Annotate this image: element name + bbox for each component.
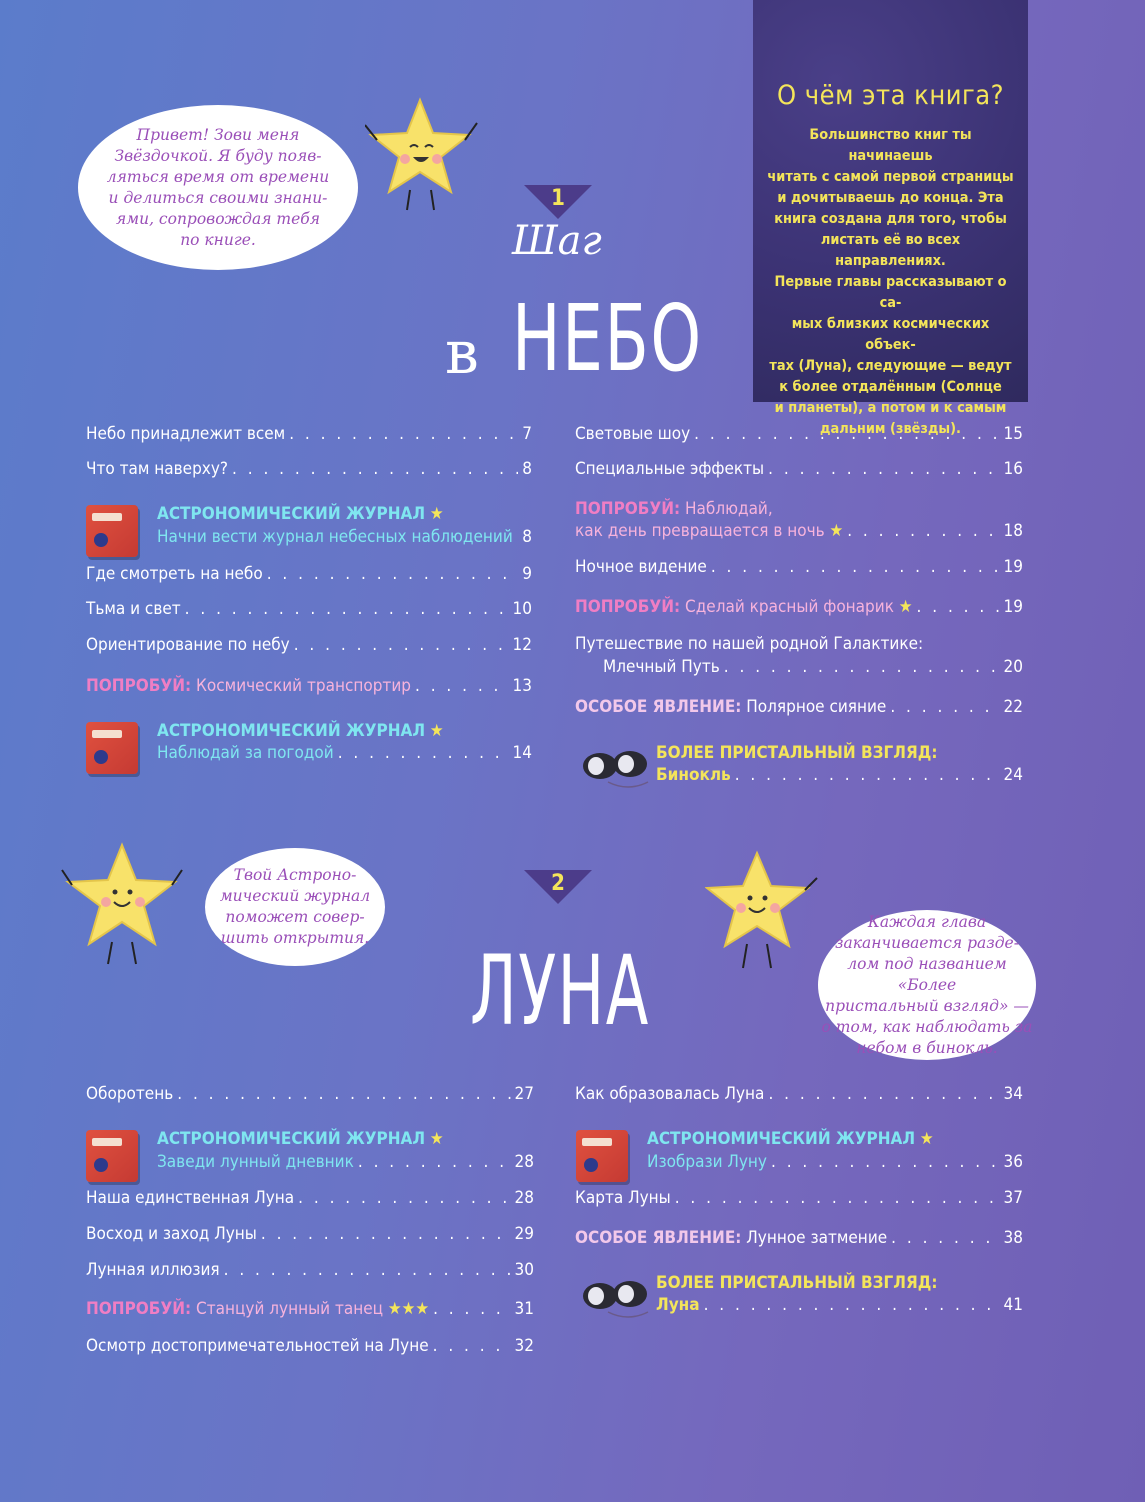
toc-leader [294,634,509,656]
journal-speech-bubble [205,848,385,966]
toc-entry-title: Как образовалась Луна [575,1084,765,1104]
toc-entry[interactable] [157,526,532,548]
intro-speech-bubble [78,105,358,270]
toc-leader [433,1298,510,1320]
toc-leader [185,598,509,620]
journal-label: АСТРОНОМИЧЕСКИЙ ЖУРНАЛ [157,504,426,524]
toc-entry-title: Где смотреть на небо [86,564,263,584]
bubble-line: пристальный взгляд» — [825,996,1029,1015]
toc-entry-title: Млечный Путь [603,657,720,677]
toc-entry-page: 36 [1003,1152,1023,1172]
toc-entry-title: Космический транспортир [196,676,411,696]
about-line: книга создана для того, чтобы [774,211,1007,227]
about-line: к более отдалённым (Солнце [779,379,1002,395]
toc-leader [224,1259,511,1281]
toc-leader [771,1151,1000,1173]
toc-entry-title: Специальные эффекты [575,459,765,479]
toc-journal-label [157,720,532,742]
star-icon: ★ [919,1129,934,1149]
star-icon: ★ [829,521,844,541]
toc-entry-title: Ориентирование по небу [86,635,290,655]
star-character-icon [705,848,820,973]
toc-leader [338,742,509,764]
toc-journal-label [157,503,532,525]
toc-entry-page: 15 [1003,424,1023,444]
toc-entry-page: 29 [514,1224,534,1244]
journal-book-icon [86,505,138,557]
star-icon: ★ [415,1299,430,1319]
toc-entry-title: Небо принадлежит всем [86,424,286,444]
about-line: мых близких космических объек- [791,316,990,353]
toc-entry-page: 19 [1003,597,1023,617]
toc-leader [724,656,1000,678]
toc-entry-page: 8 [522,527,532,547]
toc-entry-title: Карта Луны [575,1188,671,1208]
special-label: ОСОБОЕ ЯВЛЕНИЕ: [575,697,742,717]
bubble-line: Твой Астроно- [233,866,357,884]
star-icon: ★ [429,1129,444,1149]
toc-leader [298,1187,510,1209]
toc-entry[interactable] [575,423,1023,445]
bubble-line: заканчивается разде- [835,933,1019,952]
toc-closer-label [656,742,1023,764]
toc-leader [891,1227,999,1249]
toc-entry-page: 27 [514,1084,534,1104]
about-line: тах (Луна), следующие — ведут [769,358,1012,374]
toc-entry-page: 9 [522,564,532,584]
bubble-line: и делиться своими знани- [108,188,328,207]
toc-entry-title: Наблюдай, [685,499,773,519]
toc-leader [415,675,509,697]
bubble-line: Звёздочкой. Я буду появ- [114,146,322,165]
star-character-icon [365,95,480,215]
toc-entry-page: 24 [1003,765,1023,785]
toc-entry[interactable] [86,675,532,697]
star-icon: ★ [429,504,444,524]
special-label: ОСОБОЕ ЯВЛЕНИЕ: [575,1228,742,1248]
toc-entry-title: Тьма и свет [86,599,181,619]
toc-entry-title: Лунное затмение [746,1228,888,1248]
toc-entry[interactable] [86,423,532,445]
toc-entry-page: 37 [1003,1188,1023,1208]
star-icon: ★ [429,721,444,741]
toc-entry-page: 38 [1003,1228,1023,1248]
toc-entry-page: 12 [512,635,532,655]
toc-journal-label [157,1128,534,1150]
toc-leader [675,1187,1000,1209]
toc-entry[interactable] [86,458,532,480]
bubble-line: о том, как наблюдать за [821,1017,1033,1036]
toc-entry[interactable] [157,742,532,764]
toc-leader [261,1223,511,1245]
toc-entry-title: Бинокль [656,765,731,785]
bubble-line: шить открытия. [220,929,370,947]
toc-entry-title: Путешествие по нашей родной Галактике: [575,634,924,654]
toc-entry-page: 28 [514,1188,534,1208]
journal-label: АСТРОНОМИЧЕСКИЙ ЖУРНАЛ [647,1129,916,1149]
toc-entry-page: 13 [512,676,532,696]
toc-entry-title: Осмотр достопримечательностей на Луне [86,1336,429,1356]
toc-entry-page: 7 [522,424,532,444]
toc-entry-page: 10 [512,599,532,619]
toc-leader [267,563,519,585]
journal-book-icon [576,1130,628,1182]
toc-entry-title: Станцуй лунный танец [196,1299,384,1319]
toc-entry[interactable] [86,1298,534,1320]
about-book-title: О чём эта книга? [776,80,1005,111]
toc-entry-page: 8 [522,459,532,479]
toc-entry[interactable] [575,1227,1023,1249]
toc-entry-line1 [575,498,1023,520]
toc-entry-page: 34 [1003,1084,1023,1104]
toc-leader [711,556,1000,578]
toc-entry[interactable] [86,1259,534,1281]
toc-entry-title: Полярное сияние [746,697,887,717]
toc-entry[interactable] [86,1335,534,1357]
try-label: ПОПРОБУЙ: [86,676,192,696]
bubble-line: Каждая глава [867,912,987,931]
toc-entry[interactable] [575,556,1023,578]
toc-leader [694,423,999,445]
about-line: и планеты), а потом и к самым [774,400,1007,416]
toc-entry[interactable] [656,1294,1023,1316]
journal-book-icon [86,722,138,774]
toc-entry-page: 32 [514,1336,534,1356]
about-line: дальним (звёзды). [820,421,961,437]
star-character-icon [60,840,185,970]
bubble-line: лом под названием «Более [847,954,1007,994]
toc-leader [768,458,999,480]
toc-entry[interactable] [86,1083,534,1105]
about-line: читать с самой первой страницы [767,169,1014,185]
step-2-number: 2 [551,871,565,896]
toc-leader [847,520,999,542]
closer-speech-bubble [818,910,1036,1060]
journal-book-icon [86,1130,138,1182]
toc-entry-title: Восход и заход Луны [86,1224,257,1244]
about-line: и дочитываешь до конца. Эта [777,190,1004,206]
bubble-line: небом в бинокль. [856,1038,998,1057]
journal-label: АСТРОНОМИЧЕСКИЙ ЖУРНАЛ [157,1129,426,1149]
toc-leader [768,1083,999,1105]
toc-entry-title: Световые шоу [575,424,691,444]
toc-journal-label [647,1128,1023,1150]
toc-entry-page: 31 [514,1299,534,1319]
toc-entry-line1 [575,633,1023,655]
toc-leader [289,423,518,445]
toc-entry[interactable] [157,1151,534,1173]
toc-entry[interactable] [86,598,532,620]
bubble-line: Привет! Зови меня [136,125,300,144]
toc-entry-page: 19 [1003,557,1023,577]
about-book-text [767,125,1014,440]
toc-entry-page: 22 [1003,697,1023,717]
toc-leader [177,1083,510,1105]
toc-entry-page: 30 [514,1260,534,1280]
toc-entry-title: Лунная иллюзия [86,1260,220,1280]
toc-entry[interactable] [86,634,532,656]
star-icon: ★ [401,1299,416,1319]
bubble-line: поможет совер- [225,908,365,926]
toc-entry-title: Луна [656,1295,700,1315]
toc-entry-title: Что там наверху? [86,459,229,479]
binoculars-icon [578,1272,656,1318]
toc-entry-title: Начни вести журнал небесных наблюдений [157,527,513,547]
toc-entry-page: 41 [1003,1295,1023,1315]
step-word: Шаг [512,218,602,264]
closer-label: БОЛЕЕ ПРИСТАЛЬНЫЙ ВЗГЛЯД: [656,1273,938,1293]
toc-entry[interactable] [575,696,1023,718]
toc-entry-title: Наша единственная Луна [86,1188,295,1208]
bubble-line: ями, сопровождая тебя [115,209,321,228]
toc-entry[interactable] [647,1151,1023,1173]
toc-entry[interactable] [86,1223,534,1245]
about-line: листать её во всех направлениях. [820,232,961,269]
toc-entry-title: Ночное видение [575,557,707,577]
bubble-line: по книге. [180,230,256,249]
toc-entry[interactable] [575,1187,1023,1209]
binoculars-icon [578,742,656,788]
section-2-title: ЛУНА [470,935,650,1047]
toc-entry-page: 16 [1003,459,1023,479]
toc-entry[interactable] [575,520,1023,542]
try-label: ПОПРОБУЙ: [575,597,681,617]
section-1-title: НЕБО [512,285,703,392]
toc-entry-page: 14 [512,743,532,763]
toc-leader [704,1294,1000,1316]
toc-entry[interactable] [575,596,1023,618]
toc-entry[interactable] [603,656,1023,678]
toc-entry-title: как день превращается в ночь [575,521,825,541]
toc-leader [358,1151,511,1173]
closer-label: БОЛЕЕ ПРИСТАЛЬНЫЙ ВЗГЛЯД: [656,743,938,763]
star-icon: ★ [387,1299,402,1319]
star-icon: ★ [898,597,913,617]
toc-entry-page: 20 [1003,657,1023,677]
journal-label: АСТРОНОМИЧЕСКИЙ ЖУРНАЛ [157,721,426,741]
section-1-prefix: в [445,318,479,388]
toc-entry-title: Наблюдай за погодой [157,743,334,763]
toc-entry[interactable] [575,1083,1023,1105]
bubble-line: мический журнал [219,887,371,905]
toc-leader [890,696,999,718]
toc-entry[interactable] [575,458,1023,480]
step-1-number: 1 [551,186,565,211]
toc-entry[interactable] [656,764,1023,786]
toc-entry-title: Сделай красный фонарик [685,597,894,617]
toc-entry[interactable] [86,563,532,585]
try-label: ПОПРОБУЙ: [575,499,681,519]
toc-leader [735,764,1000,786]
try-label: ПОПРОБУЙ: [86,1299,192,1319]
toc-entry-title: Заведи лунный дневник [157,1152,354,1172]
toc-leader [917,596,1000,618]
toc-entry[interactable] [86,1187,534,1209]
toc-entry-title: Оборотень [86,1084,174,1104]
about-line: Первые главы рассказывают о са- [774,274,1007,311]
toc-entry-page: 28 [514,1152,534,1172]
toc-leader [232,458,518,480]
about-line: Большинство книг ты начинаешь [809,127,972,164]
bubble-line: ляться время от времени [106,167,330,186]
toc-entry-page: 18 [1003,521,1023,541]
toc-leader [433,1335,511,1357]
toc-entry-title: Изобрази Луну [647,1152,767,1172]
toc-closer-label [656,1272,1023,1294]
